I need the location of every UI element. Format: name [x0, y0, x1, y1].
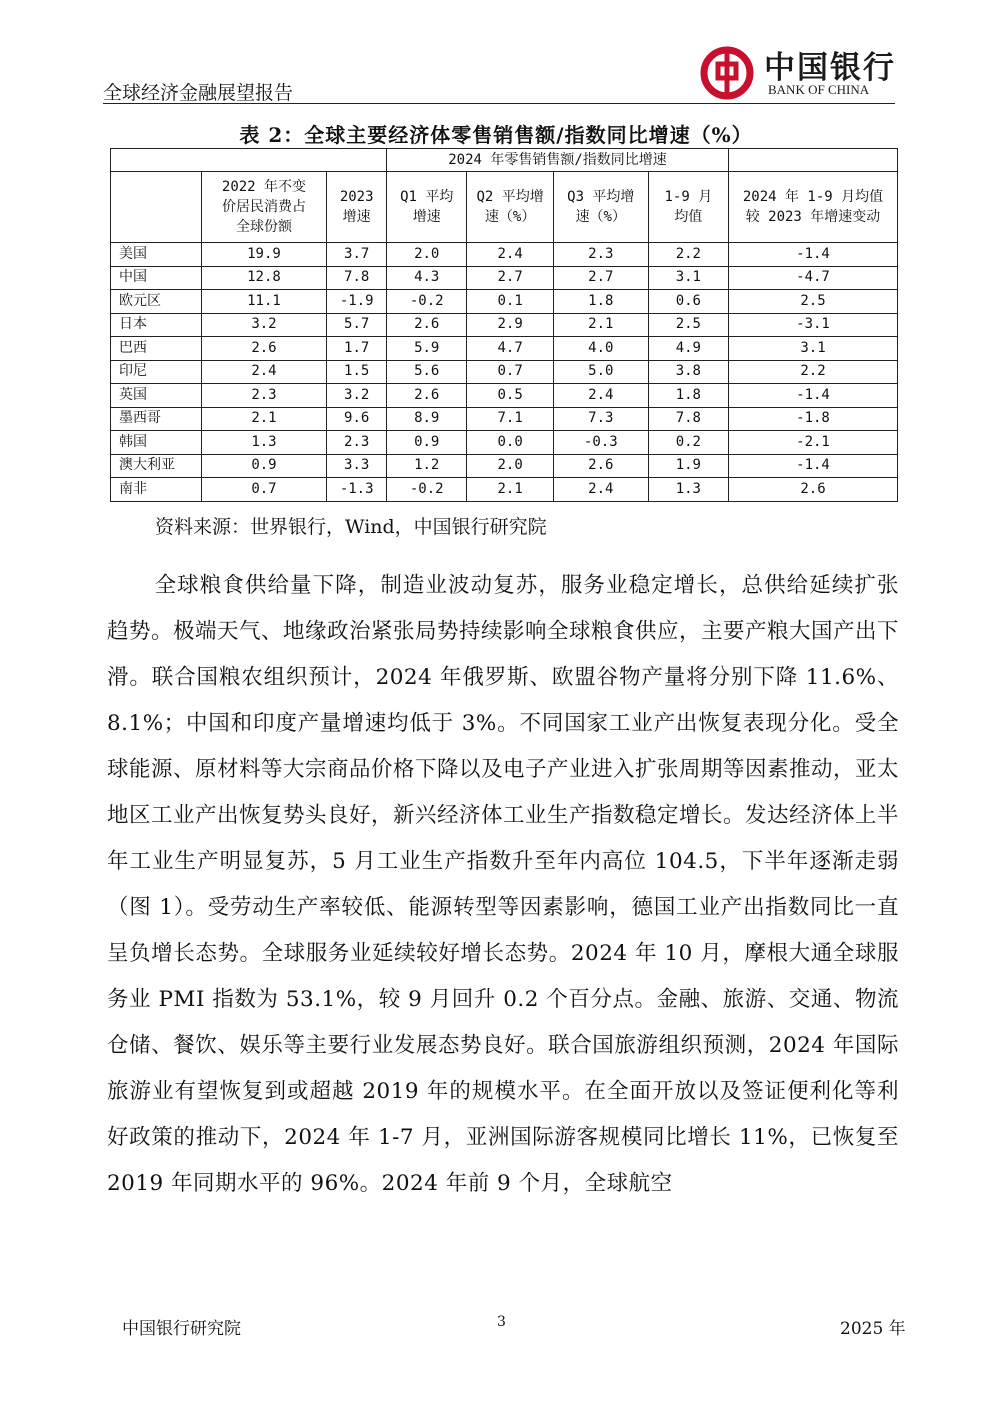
column-header-cell: Q2 平均增 速（%）: [467, 172, 554, 243]
column-header-cell: 2024 年 1-9 月均值 较 2023 年增速变动: [729, 172, 898, 243]
value-cell: 2.6: [387, 384, 467, 408]
table-row: [111, 407, 898, 431]
value-cell: 1.5: [327, 360, 387, 384]
value-cell: 2.1: [201, 407, 327, 431]
value-cell: -1.3: [327, 478, 387, 502]
column-header-cell: 2022 年不变 价居民消费占 全球份额: [201, 172, 327, 243]
value-cell: 2.3: [327, 431, 387, 455]
column-header-cell: Q1 平均 增速: [387, 172, 467, 243]
table-row: [111, 360, 898, 384]
value-cell: -1.4: [729, 384, 898, 408]
value-cell: 4.0: [553, 337, 648, 361]
value-cell: 2.7: [467, 266, 554, 290]
table-row: [111, 337, 898, 361]
table-row: [111, 431, 898, 455]
value-cell: -1.4: [729, 454, 898, 478]
value-cell: -0.2: [387, 290, 467, 314]
value-cell: 0.2: [648, 431, 728, 455]
table-row: [111, 384, 898, 408]
value-cell: 7.3: [553, 407, 648, 431]
value-cell: 1.3: [648, 478, 728, 502]
retail-sales-table: [110, 148, 898, 502]
value-cell: -3.1: [729, 313, 898, 337]
column-header-cell: 2023 增速: [327, 172, 387, 243]
value-cell: 0.7: [201, 478, 327, 502]
value-cell: 2.0: [387, 243, 467, 267]
country-name-cell: 墨西哥: [111, 407, 202, 431]
value-cell: 2.6: [729, 478, 898, 502]
value-cell: 5.7: [327, 313, 387, 337]
value-cell: 1.8: [648, 384, 728, 408]
value-cell: 0.1: [467, 290, 554, 314]
header-divider: [103, 103, 895, 104]
value-cell: -1.9: [327, 290, 387, 314]
bank-of-china-logo-icon: [700, 46, 754, 100]
country-name-cell: 欧元区: [111, 290, 202, 314]
table-group-header-row: [111, 149, 898, 172]
value-cell: 0.9: [201, 454, 327, 478]
value-cell: 0.5: [467, 384, 554, 408]
value-cell: 0.6: [648, 290, 728, 314]
country-name-cell: 澳大利亚: [111, 454, 202, 478]
value-cell: 2.5: [648, 313, 728, 337]
table-row: [111, 290, 898, 314]
country-name-cell: 中国: [111, 266, 202, 290]
value-cell: 2.6: [201, 337, 327, 361]
value-cell: 2.7: [553, 266, 648, 290]
value-cell: 3.3: [327, 454, 387, 478]
country-name-cell: 英国: [111, 384, 202, 408]
value-cell: 19.9: [201, 243, 327, 267]
value-cell: 3.7: [327, 243, 387, 267]
value-cell: 2.9: [467, 313, 554, 337]
value-cell: -0.2: [387, 478, 467, 502]
value-cell: 2.4: [467, 243, 554, 267]
value-cell: -4.7: [729, 266, 898, 290]
value-cell: 0.0: [467, 431, 554, 455]
value-cell: 3.1: [729, 337, 898, 361]
country-name-cell: 美国: [111, 243, 202, 267]
value-cell: 7.8: [648, 407, 728, 431]
country-name-cell: 巴西: [111, 337, 202, 361]
value-cell: 5.0: [553, 360, 648, 384]
value-cell: 1.2: [387, 454, 467, 478]
value-cell: 3.2: [201, 313, 327, 337]
value-cell: 3.8: [648, 360, 728, 384]
country-name-cell: 印尼: [111, 360, 202, 384]
value-cell: 11.1: [201, 290, 327, 314]
value-cell: 2.3: [553, 243, 648, 267]
bank-logo: [700, 40, 900, 100]
value-cell: 2.5: [729, 290, 898, 314]
table-title: 表 2：全球主要经济体零售销售额/指数同比增速（%）: [239, 123, 753, 147]
group-header-cell: 2024 年零售销售额/指数同比增速: [387, 149, 729, 172]
table-row: [111, 454, 898, 478]
value-cell: 1.7: [327, 337, 387, 361]
value-cell: 7.8: [327, 266, 387, 290]
footer-organization: 中国银行研究院: [122, 1319, 241, 1339]
table-source-note: 资料来源：世界银行，Wind，中国银行研究院: [155, 516, 547, 538]
value-cell: 8.9: [387, 407, 467, 431]
report-header-title: 全球经济金融展望报告: [103, 82, 294, 104]
value-cell: 2.1: [553, 313, 648, 337]
value-cell: -1.4: [729, 243, 898, 267]
value-cell: -0.3: [553, 431, 648, 455]
value-cell: 9.6: [327, 407, 387, 431]
value-cell: 1.9: [648, 454, 728, 478]
table-row: [111, 243, 898, 267]
value-cell: 5.6: [387, 360, 467, 384]
footer-year: 2025 年: [840, 1319, 906, 1339]
value-cell: 2.4: [553, 384, 648, 408]
country-name-cell: 韩国: [111, 431, 202, 455]
value-cell: 2.6: [553, 454, 648, 478]
value-cell: 2.6: [387, 313, 467, 337]
table-row: [111, 266, 898, 290]
value-cell: 2.2: [729, 360, 898, 384]
value-cell: 3.1: [648, 266, 728, 290]
value-cell: 4.7: [467, 337, 554, 361]
value-cell: 2.3: [201, 384, 327, 408]
value-cell: 4.9: [648, 337, 728, 361]
value-cell: 1.3: [201, 431, 327, 455]
value-cell: 2.1: [467, 478, 554, 502]
country-header-cell: [111, 172, 202, 243]
logo-chinese-name: 中国银行: [764, 50, 896, 86]
table-row: [111, 313, 898, 337]
footer-page-number: 3: [497, 1314, 506, 1330]
blank-header-cell: [111, 149, 387, 172]
body-text: 全球粮食供给量下降，制造业波动复苏，服务业稳定增长，总供给延续扩张趋势。极端天气、地缘政治紧张局势持续影响全球粮食供应，主要产粮大国产出下滑。联合国粮农组织预计，2024 年俄罗斯、欧盟谷物产量将分别下降 11.6%、8.1%；中国和印度产量增速均低于 3%。不同国家工业产出恢复表现分化。受全球能源、原材料等大宗商品价格下降以及电子产业进入扩张周期等因素推动，亚太地区工业产出恢复势头良好，新兴经济体工业生产指数稳定增长。发达经济体上半年工业生产明显复苏，5 月工业生产指数升至年内高位 104.5，下半年逐渐走弱（图 1）。受劳动生产率较低、能源转型等因素影响，德国工业产出指数同比一直呈负增长态势。全球服务业延续较好增长态势。2024 年 10 月，摩根大通全球服务业 PMI 指数为 53.1%，较 9 月回升 0.2 个百分点。金融、旅游、交通、物流仓储、餐饮、娱乐等主要行业发展态势良好。联合国旅游组织预测，2024 年国际旅游业有望恢复到或超越 2019 年的规模水平。在全面开放以及签证便利化等利好政策的推动下，2024 年 1-7 月，亚洲国际游客规模同比增长 11%，已恢复至 2019 年同期水平的 96%。2024 年前 9 个月，全球航空: [107, 573, 900, 1196]
value-cell: -2.1: [729, 431, 898, 455]
country-name-cell: 南非: [111, 478, 202, 502]
value-cell: 7.1: [467, 407, 554, 431]
value-cell: 4.3: [387, 266, 467, 290]
country-name-cell: 日本: [111, 313, 202, 337]
body-paragraph: [107, 563, 899, 1207]
column-header-cell: 1-9 月 均值: [648, 172, 728, 243]
value-cell: 5.9: [387, 337, 467, 361]
table-row: [111, 478, 898, 502]
value-cell: 2.4: [553, 478, 648, 502]
value-cell: 2.4: [201, 360, 327, 384]
value-cell: -1.8: [729, 407, 898, 431]
column-header-cell: Q3 平均增 速（%）: [553, 172, 648, 243]
value-cell: 0.7: [467, 360, 554, 384]
value-cell: 2.0: [467, 454, 554, 478]
value-cell: 3.2: [327, 384, 387, 408]
value-cell: 0.9: [387, 431, 467, 455]
table-column-header-row: [111, 172, 898, 243]
value-cell: 1.8: [553, 290, 648, 314]
blank-header-cell: [729, 149, 898, 172]
logo-english-name: BANK OF CHINA: [768, 82, 870, 97]
value-cell: 12.8: [201, 266, 327, 290]
value-cell: 2.2: [648, 243, 728, 267]
